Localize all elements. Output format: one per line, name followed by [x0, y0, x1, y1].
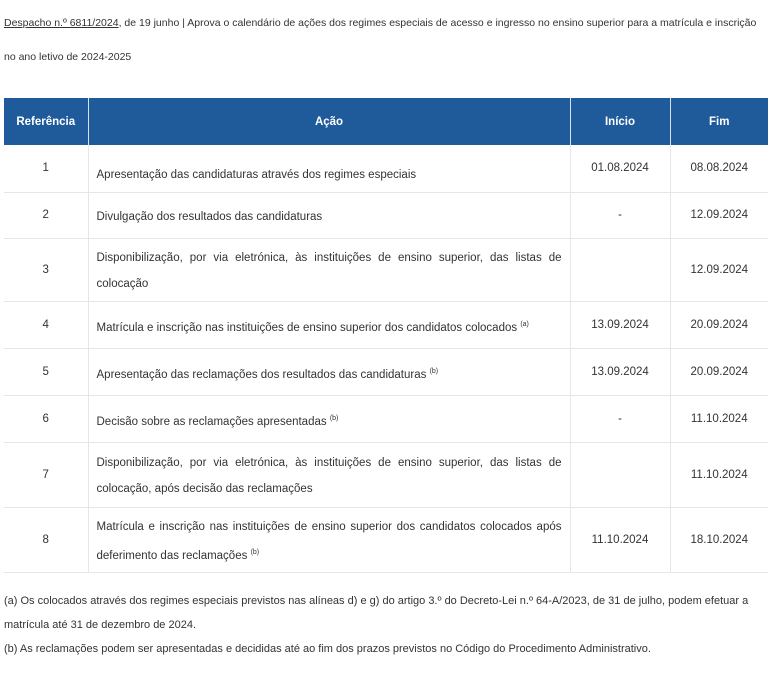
cell-inicio: 11.10.2024 — [570, 507, 670, 572]
cell-fim: 11.10.2024 — [670, 442, 768, 507]
acao-text: Divulgação dos resultados das candidaturas — [96, 210, 323, 223]
cell-ref: 1 — [4, 145, 88, 192]
cell-inicio: 01.08.2024 — [570, 145, 670, 192]
cell-inicio: 13.09.2024 — [570, 348, 670, 395]
cell-inicio: - — [570, 192, 670, 238]
table-row — [4, 238, 768, 301]
table-row — [4, 395, 768, 442]
acao-text: Disponibilização, por via eletrónica, às instituições de ensino superior, das listas de colocação, após decisão das reclamações — [96, 457, 562, 495]
table-header-row — [4, 98, 768, 145]
footnote-b: (b) As reclamações podem ser apresentadas e decididas até ao fim dos prazos previstos no Código do Procedimento Administrativo. — [4, 643, 651, 655]
cell-ref: 8 — [4, 507, 88, 572]
cell-acao — [88, 348, 570, 395]
cell-acao — [88, 192, 570, 238]
footnote-ref-a: (a) — [520, 320, 529, 328]
cell-fim: 20.09.2024 — [670, 348, 768, 395]
footnote-a: (a) Os colocados através dos regimes especiais previstos nas alíneas d) e g) do artigo 3.º do Decreto-Lei n.º 64-A/2023, de 31 de julho, podem efetuar a matrícula até 31 de dezembro de 2024. — [4, 595, 749, 631]
intro-paragraph — [4, 6, 760, 74]
acao-text: Matrícula e inscrição nas instituições de ensino superior dos candidatos colocados após deferimento das reclamações — [96, 520, 562, 562]
table-row — [4, 442, 768, 507]
acao-text: Matrícula e inscrição nas instituições de ensino superior dos candidatos colocados — [96, 321, 518, 334]
cell-acao — [88, 395, 570, 442]
cell-acao — [88, 442, 570, 507]
cell-ref: 2 — [4, 192, 88, 238]
cell-fim: 18.10.2024 — [670, 507, 768, 572]
acao-text: Decisão sobre as reclamações apresentadas — [96, 415, 327, 428]
cell-acao — [88, 238, 570, 301]
footnotes — [4, 589, 764, 661]
table-row — [4, 348, 768, 395]
cell-inicio — [570, 442, 670, 507]
header-referencia: Referência — [4, 98, 88, 145]
footnote-ref-b: (b) — [429, 367, 439, 375]
cell-acao — [88, 507, 570, 572]
table-row — [4, 507, 768, 572]
cell-acao — [88, 145, 570, 192]
footnote-ref-b: (b) — [329, 414, 339, 422]
table-row — [4, 301, 768, 348]
header-acao: Ação — [88, 98, 570, 145]
calendar-table — [4, 98, 768, 573]
cell-ref: 3 — [4, 238, 88, 301]
cell-ref: 7 — [4, 442, 88, 507]
cell-ref: 4 — [4, 301, 88, 348]
footnote-ref-b: (b) — [250, 548, 260, 556]
header-fim: Fim — [670, 98, 768, 145]
cell-ref: 6 — [4, 395, 88, 442]
cell-inicio: - — [570, 395, 670, 442]
cell-fim: 08.08.2024 — [670, 145, 768, 192]
cell-acao — [88, 301, 570, 348]
header-inicio: Início — [570, 98, 670, 145]
cell-fim: 20.09.2024 — [670, 301, 768, 348]
cell-fim: 12.09.2024 — [670, 238, 768, 301]
despacho-link[interactable]: Despacho n.º 6811/2024 — [4, 17, 119, 29]
acao-text: Disponibilização, por via eletrónica, às instituições de ensino superior, das listas de colocação — [96, 252, 562, 290]
cell-inicio — [570, 238, 670, 301]
cell-inicio: 13.09.2024 — [570, 301, 670, 348]
table-row — [4, 192, 768, 238]
table-row — [4, 145, 768, 192]
cell-fim: 12.09.2024 — [670, 192, 768, 238]
acao-text: Apresentação das reclamações dos resultados das candidaturas — [96, 368, 427, 381]
acao-text: Apresentação das candidaturas através dos regimes especiais — [96, 169, 417, 182]
cell-fim: 11.10.2024 — [670, 395, 768, 442]
intro-text: , de 19 junho | Aprova o calendário de ações dos regimes especiais de acesso e ingresso no ensino superior para a matrícula e inscrição no ano letivo de 2024-2025 — [4, 17, 757, 63]
cell-ref: 5 — [4, 348, 88, 395]
